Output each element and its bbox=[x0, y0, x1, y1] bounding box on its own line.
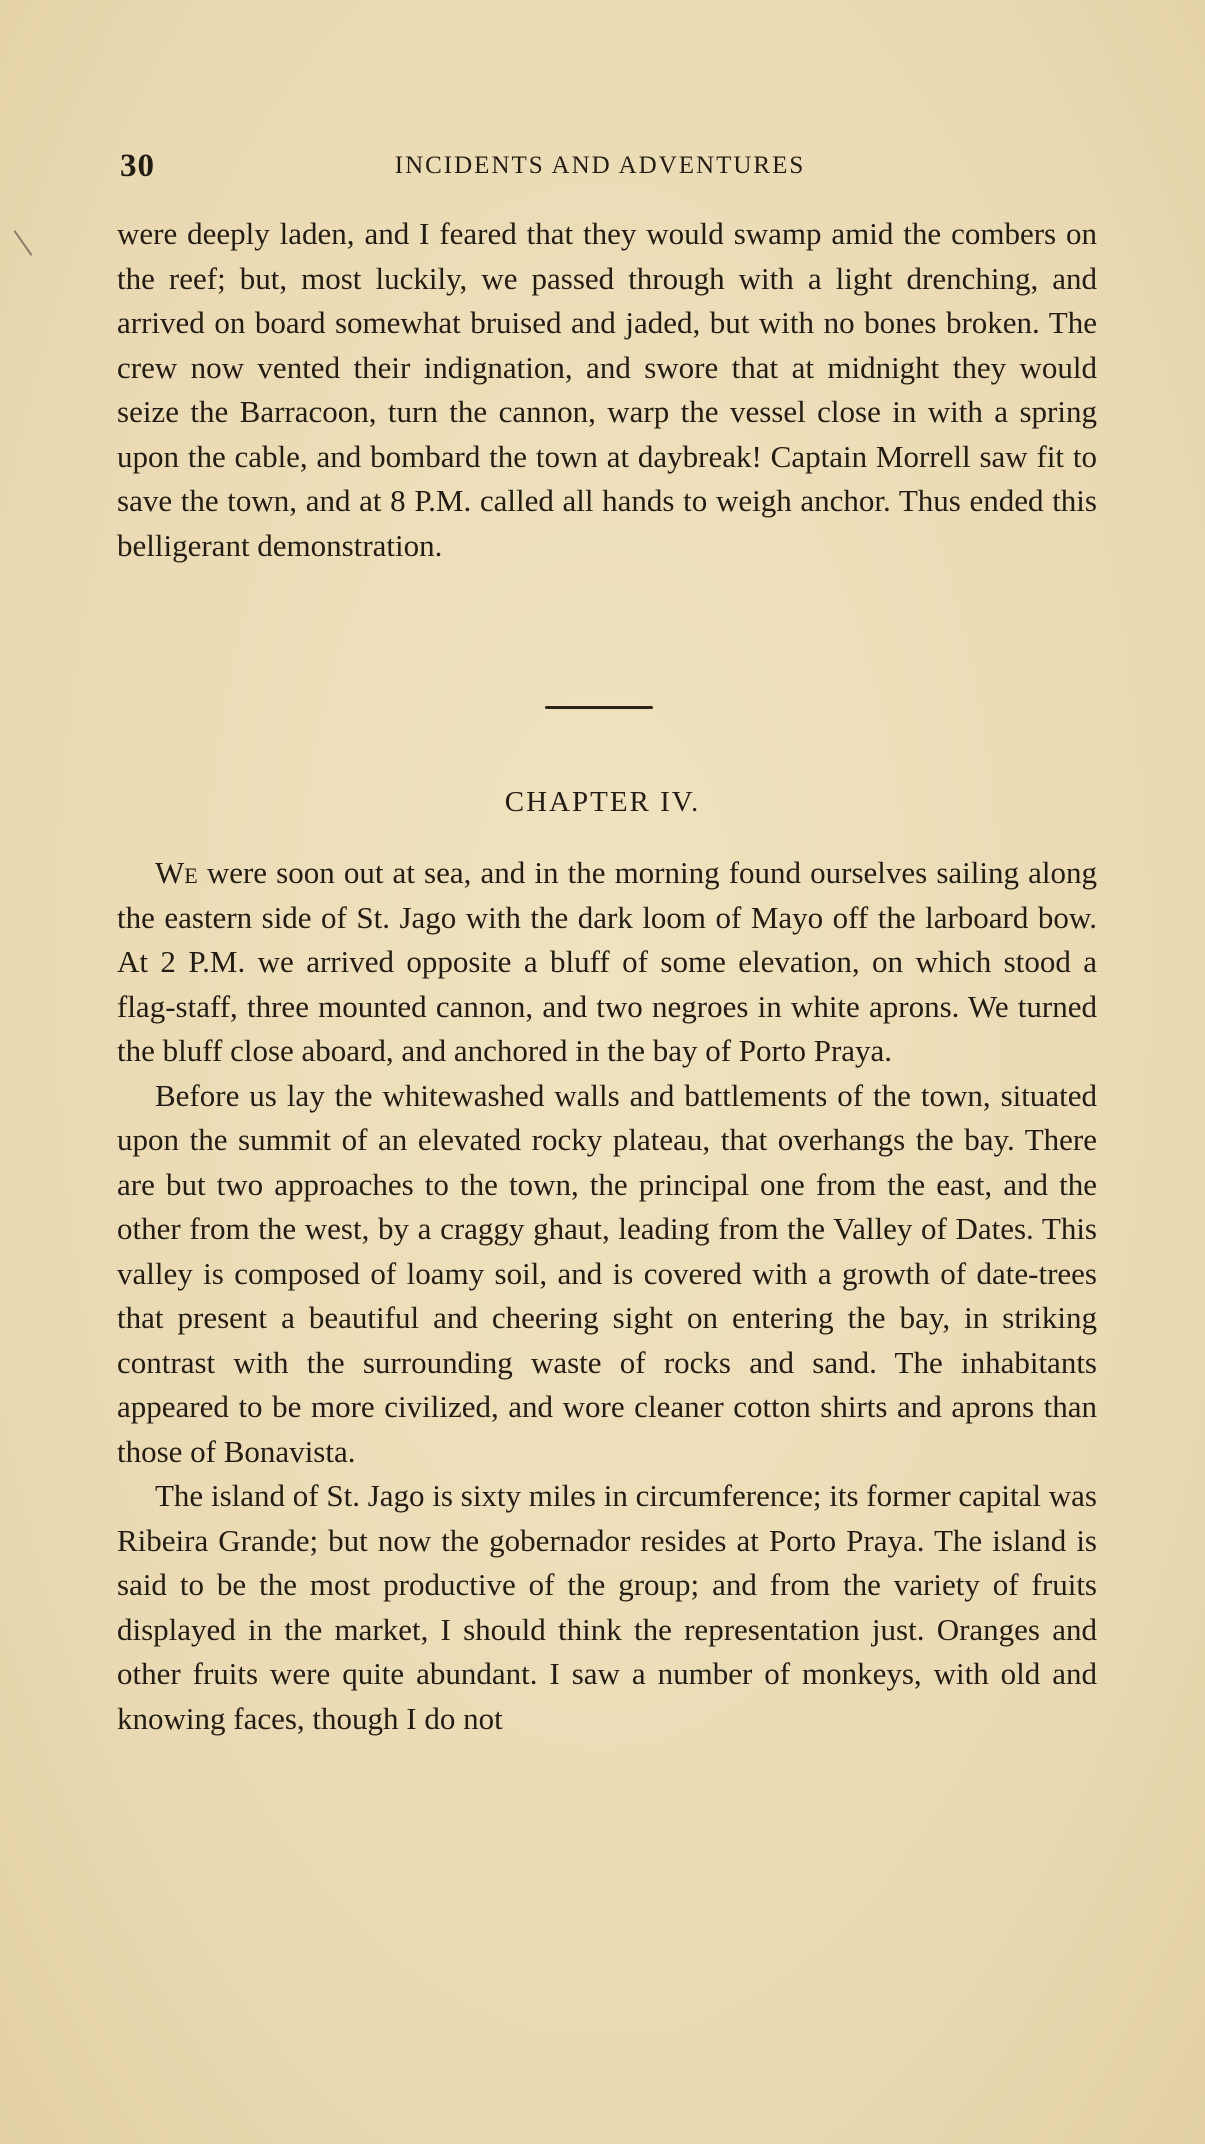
chapter-text bbox=[117, 851, 1097, 1741]
page-header bbox=[120, 148, 1080, 188]
margin-mark bbox=[14, 230, 33, 256]
chapter-paragraph-2: Before us lay the whitewashed walls and battlements of the town, situated upon the summit of an elevated rocky plateau, that overhangs the bay. There are but two approaches to the town, the principal one from the east, and the other from the west, by a craggy ghaut, leading from the Valley of Dates. This valley is composed of loamy soil, and is covered with a growth of date-trees that present a beautiful and cheering sight on entering the bay, in striking contrast with the surrounding waste of rocks and sand. The inhabitants appeared to be more civilized, and wore cleaner cotton shirts and aprons than those of Bonavista. bbox=[117, 1077, 1097, 1469]
chapter-first-word: We bbox=[155, 855, 198, 890]
page-number: 30 bbox=[120, 148, 155, 184]
chapter-paragraph-3: The island of St. Jago is sixty miles in circumference; its former capital was Ribeira Grande; but now the gobernador resides at Porto Praya. The island is said to be the most productive of the group; and from the variety of fruits displayed in the market, I should think the representation just. Oranges and other fruits were quite abundant. I saw a number of monkeys, with old and knowing faces, though I do not bbox=[117, 1478, 1097, 1736]
chapter-title: CHAPTER IV. bbox=[504, 786, 701, 818]
chapter-paragraph-1 bbox=[117, 851, 1097, 1074]
running-head: INCIDENTS AND ADVENTURES bbox=[394, 152, 806, 179]
continued-paragraph-block bbox=[117, 212, 1097, 568]
section-divider bbox=[545, 706, 653, 709]
continued-paragraph: were deeply laden, and I feared that they would swamp amid the combers on the reef; but, most luckily, we passed through with a light drenching, and arrived on board somewhat bruised and jaded, but with no bones broken. The crew now vented their indignation, and swore that at midnight they would seize the Barracoon, turn the cannon, warp the vessel close in with a spring upon the cable, and bombard the town at daybreak! Captain Morrell saw fit to save the town, and at 8 P.M. called all hands to weigh anchor. Thus ended this belligerant demonstration. bbox=[117, 216, 1097, 563]
chapter-paragraph-1-text: were soon out at sea, and in the morning found ourselves sailing along the eastern side of St. Jago with the dark loom of Mayo off the larboard bow. At 2 P.M. we arrived opposite a bluff of some elevation, on which stood a flag-staff, three mounted cannon, and two negroes in white aprons. We turned the bluff close aboard, and anchored in the bay of Porto Praya. bbox=[117, 855, 1097, 1068]
